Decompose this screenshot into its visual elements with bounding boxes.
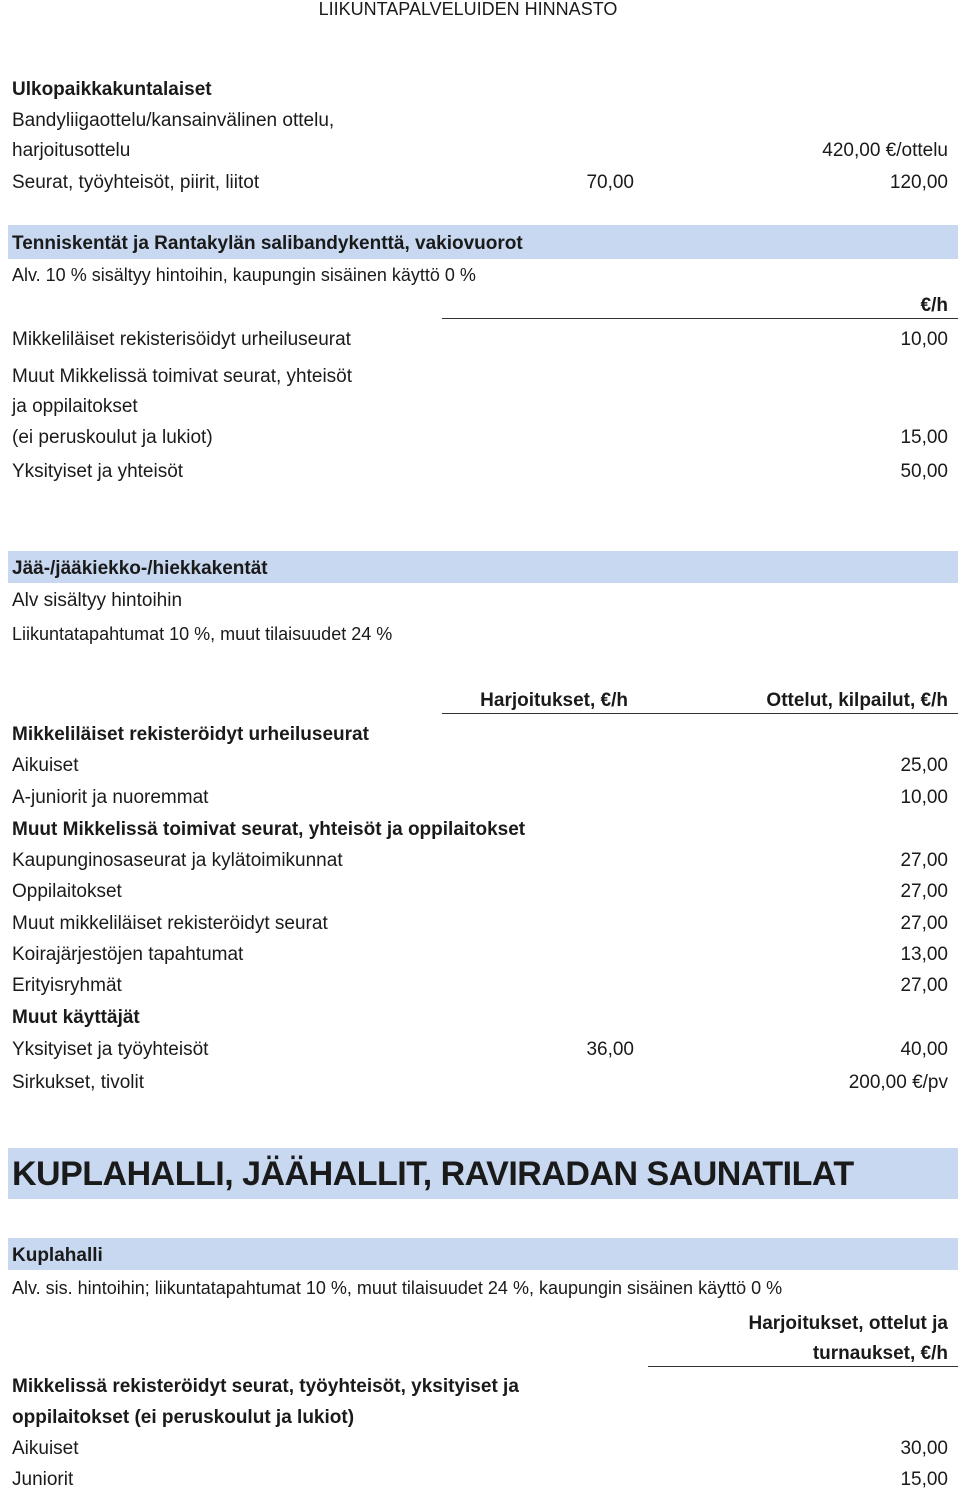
jaa-g1-row2-label: A-juniorit ja nuoremmat bbox=[12, 787, 209, 808]
jaa-g2-row2-price: 27,00 bbox=[900, 881, 948, 902]
section-heading-tennis: Tenniskentät ja Rantakylän salibandykenttä, vakiovuorot bbox=[12, 233, 523, 254]
jaa-g2-row3-label: Muut mikkeliläiset rekisteröidyt seurat bbox=[12, 913, 328, 934]
kupla-row2-label: Juniorit bbox=[12, 1469, 74, 1490]
jaa-header-rule bbox=[442, 713, 958, 714]
jaa-vat-note2: Liikuntatapahtumat 10 %, muut tilaisuudet 24 % bbox=[12, 624, 393, 644]
section-heading-jaa: Jää-/jääkiekko-/hiekkakentät bbox=[12, 558, 268, 579]
ulko-row2-price2: 120,00 bbox=[889, 172, 948, 193]
jaa-vat-note1: Alv sisältyy hintoihin bbox=[12, 590, 183, 611]
ulko-row1-price: 420,00 €/ottelu bbox=[822, 140, 948, 161]
ulko-row2-price1: 70,00 bbox=[586, 172, 634, 193]
tennis-row2-label-line1: Muut Mikkelissä toimivat seurat, yhteisöt bbox=[12, 366, 353, 387]
section-heading-ulko: Ulkopaikkakuntalaiset bbox=[12, 79, 212, 100]
jaa-g2-row1-price: 27,00 bbox=[900, 850, 948, 871]
jaa-g1-row1-price: 25,00 bbox=[900, 755, 948, 776]
kupla-header-rule bbox=[648, 1366, 958, 1367]
jaa-g2-row3-price: 27,00 bbox=[900, 913, 948, 934]
ulko-row2-label: Seurat, työyhteisöt, piirit, liitot bbox=[12, 172, 260, 193]
kupla-column-header-line1: Harjoitukset, ottelut ja bbox=[748, 1313, 948, 1334]
kupla-group-heading-line2: oppilaitokset (ei peruskoulut ja lukiot) bbox=[12, 1407, 355, 1428]
kupla-row1-price: 30,00 bbox=[900, 1438, 948, 1459]
jaa-g3-row2-label: Sirkukset, tivolit bbox=[12, 1072, 144, 1093]
jaa-column-header-harjoitukset: Harjoitukset, €/h bbox=[480, 690, 628, 711]
kupla-row2-price: 15,00 bbox=[900, 1469, 948, 1490]
jaa-group2-heading: Muut Mikkelissä toimivat seurat, yhteisöt ja oppilaitokset bbox=[12, 819, 526, 840]
section-band-kupla bbox=[8, 1238, 958, 1270]
jaa-g3-row1-label: Yksityiset ja työyhteisöt bbox=[12, 1039, 209, 1060]
kupla-vat-note: Alv. sis. hintoihin; liikuntatapahtumat 10 %, muut tilaisuudet 24 %, kaupungin sisäinen käyttö 0 % bbox=[12, 1278, 783, 1298]
jaa-g3-row2-price: 200,00 €/pv bbox=[848, 1072, 948, 1093]
jaa-g1-row2-price: 10,00 bbox=[900, 787, 948, 808]
kupla-column-header-line2: turnaukset, €/h bbox=[812, 1343, 948, 1364]
jaa-g2-row4-price: 13,00 bbox=[900, 944, 948, 965]
kupla-group-heading-line1: Mikkelissä rekisteröidyt seurat, työyhteisöt, yksityiset ja bbox=[12, 1376, 519, 1397]
jaa-group3-heading: Muut käyttäjät bbox=[12, 1007, 140, 1028]
tennis-row1-label: Mikkeliläiset rekisterisöidyt urheiluseurat bbox=[12, 329, 351, 350]
tennis-row1-price: 10,00 bbox=[900, 329, 948, 350]
tennis-column-header: €/h bbox=[920, 295, 948, 316]
tennis-row3-price: 50,00 bbox=[900, 461, 948, 482]
jaa-g1-row1-label: Aikuiset bbox=[12, 755, 79, 776]
jaa-group1-heading: Mikkeliläiset rekisteröidyt urheiluseurat bbox=[12, 724, 369, 745]
jaa-g3-row1-price1: 36,00 bbox=[586, 1039, 634, 1060]
tennis-row2-price: 15,00 bbox=[900, 427, 948, 448]
jaa-g2-row1-label: Kaupunginosaseurat ja kylätoimikunnat bbox=[12, 850, 343, 871]
jaa-column-header-ottelut: Ottelut, kilpailut, €/h bbox=[766, 690, 948, 711]
ulko-row1-label-line2: harjoitusottelu bbox=[12, 140, 131, 161]
ulko-row1-label-line1: Bandyliigaottelu/kansainvälinen ottelu, bbox=[12, 110, 335, 131]
tennis-vat-note: Alv. 10 % sisältyy hintoihin, kaupungin sisäinen käyttö 0 % bbox=[12, 265, 476, 285]
tennis-header-rule bbox=[442, 318, 958, 319]
tennis-row2-label-line3: (ei peruskoulut ja lukiot) bbox=[12, 427, 213, 448]
section-heading-kupla: Kuplahalli bbox=[12, 1245, 103, 1266]
page-title: LIIKUNTAPALVELUIDEN HINNASTO bbox=[318, 0, 618, 19]
kupla-row1-label: Aikuiset bbox=[12, 1438, 79, 1459]
jaa-g2-row2-label: Oppilaitokset bbox=[12, 881, 122, 902]
jaa-g3-row1-price2: 40,00 bbox=[900, 1039, 948, 1060]
section-title-big: KUPLAHALLI, JÄÄHALLIT, RAVIRADAN SAUNATILAT bbox=[12, 1155, 854, 1193]
tennis-row2-label-line2: ja oppilaitokset bbox=[12, 396, 138, 417]
jaa-g2-row4-label: Koirajärjestöjen tapahtumat bbox=[12, 944, 244, 965]
jaa-g2-row5-label: Erityisryhmät bbox=[12, 975, 122, 996]
jaa-g2-row5-price: 27,00 bbox=[900, 975, 948, 996]
tennis-row3-label: Yksityiset ja yhteisöt bbox=[12, 461, 184, 482]
